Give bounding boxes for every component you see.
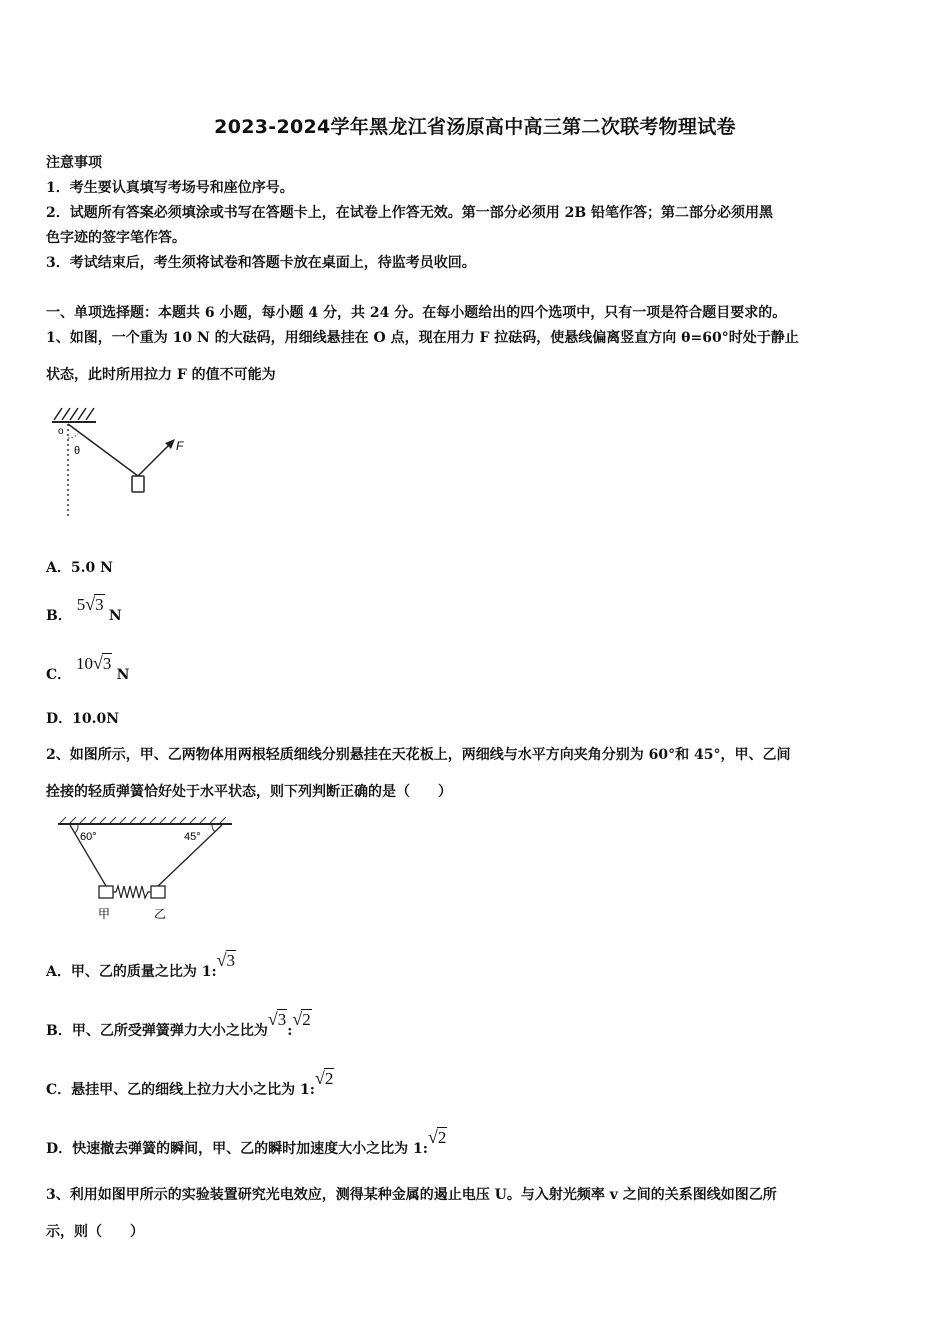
q2-option-d	[46, 1127, 447, 1158]
notice-item-1: 1．考生要认真填写考场号和座位序号。	[46, 180, 294, 196]
q2-fig-angle1: 60°	[80, 831, 97, 843]
q2-option-b	[46, 1009, 312, 1040]
q1-text-line1: 1、如图，一个重为 10 N 的大砝码，用细线悬挂在 O 点，现在用力 F 拉砝码，使悬线偏离竖直方向 θ=60°时处于静止	[46, 330, 799, 346]
q2-option-d-rad: 2	[437, 1128, 447, 1147]
q1-option-b	[46, 594, 122, 625]
q2-option-c-text: C．悬挂甲、乙的细线上拉力大小之比为 1:	[46, 1082, 315, 1098]
q2-option-d-text: D．快速撤去弹簧的瞬间，甲、乙的瞬时加速度大小之比为 1:	[46, 1141, 428, 1157]
q1-fig-label-o: o	[58, 426, 64, 437]
q1-option-c-coef: 10	[76, 654, 94, 673]
q2-fig-label-jia: 甲	[98, 907, 111, 921]
sqrt-symbol: √	[216, 950, 227, 970]
q2-option-a	[46, 950, 236, 981]
q3-text-line2: 示，则（ ）	[46, 1224, 144, 1240]
q2-figure	[54, 814, 238, 926]
sqrt-symbol: √	[292, 1009, 303, 1029]
q2-option-b-text: B．甲、乙所受弹簧弹力大小之比为	[46, 1023, 268, 1039]
sqrt-symbol: √	[267, 1009, 278, 1029]
q1-option-c	[46, 653, 130, 684]
q1-figure	[44, 402, 204, 522]
q3-text-line1: 3、利用如图甲所示的实验装置研究光电效应，测得某种金属的遏止电压 U。与入射光频率 v 之间的关系图线如图乙所	[46, 1187, 777, 1203]
q2-text-line1: 2、如图所示，甲、乙两物体用两根轻质细线分别悬挂在天花板上，两细线与水平方向夹角分别为 60°和 45°，甲、乙间	[46, 747, 791, 763]
sqrt-symbol: √	[314, 1068, 325, 1088]
q1-option-c-label: C．	[46, 667, 72, 683]
notice-item-3: 3．考试结束后，考生须将试卷和答题卡放在桌面上，待监考员收回。	[46, 255, 476, 271]
q1-option-d: D．10.0N	[46, 711, 120, 727]
q1-fig-label-f: F	[176, 439, 184, 453]
q2-option-b-rad1: 3	[277, 1010, 287, 1029]
q2-option-b-rad2: 2	[302, 1010, 311, 1029]
q2-option-c	[46, 1068, 334, 1099]
q1-option-b-coef: 5	[76, 595, 86, 614]
notice-item-2-cont: 色字迹的签字笔作答。	[46, 230, 186, 246]
q1-option-b-rad: 3	[95, 595, 104, 614]
q2-fig-angle2: 45°	[184, 831, 201, 843]
sqrt-symbol: √	[93, 653, 103, 673]
q1-option-b-label: B．	[46, 608, 72, 624]
q2-option-c-rad: 2	[324, 1069, 334, 1088]
sqrt-symbol: √	[427, 1127, 438, 1147]
q2-option-b-sep: :	[287, 1023, 293, 1039]
q2-option-a-rad: 3	[226, 951, 236, 970]
notice-heading: 注意事项	[46, 155, 102, 171]
q1-text-line2: 状态，此时所用拉力 F 的值不可能为	[46, 367, 276, 383]
q1-option-b-unit: N	[108, 608, 122, 624]
q1-option-c-rad: 3	[102, 654, 112, 673]
q2-option-a-text: A．甲、乙的质量之比为 1:	[46, 964, 217, 980]
q2-fig-label-yi: 乙	[154, 907, 167, 921]
q1-option-a: A．5.0 N	[46, 560, 113, 576]
notice-item-2: 2．试题所有答案必须填涂或书写在答题卡上，在试卷上作答无效。第一部分必须用 2B 铅笔作答；第二部分必须用黑	[46, 205, 774, 221]
page-title: 2023-2024学年黑龙江省汤原高中高三第二次联考物理试卷	[214, 116, 736, 138]
q2-text-line2: 拴接的轻质弹簧恰好处于水平状态，则下列判断正确的是（ ）	[46, 784, 452, 800]
sqrt-symbol: √	[85, 594, 96, 614]
section-heading: 一、单项选择题：本题共 6 小题，每小题 4 分，共 24 分。在每小题给出的四个选项中，只有一项是符合题目要求的。	[46, 305, 787, 321]
q1-option-c-unit: N	[116, 667, 130, 683]
q1-fig-label-theta: θ	[74, 445, 81, 457]
